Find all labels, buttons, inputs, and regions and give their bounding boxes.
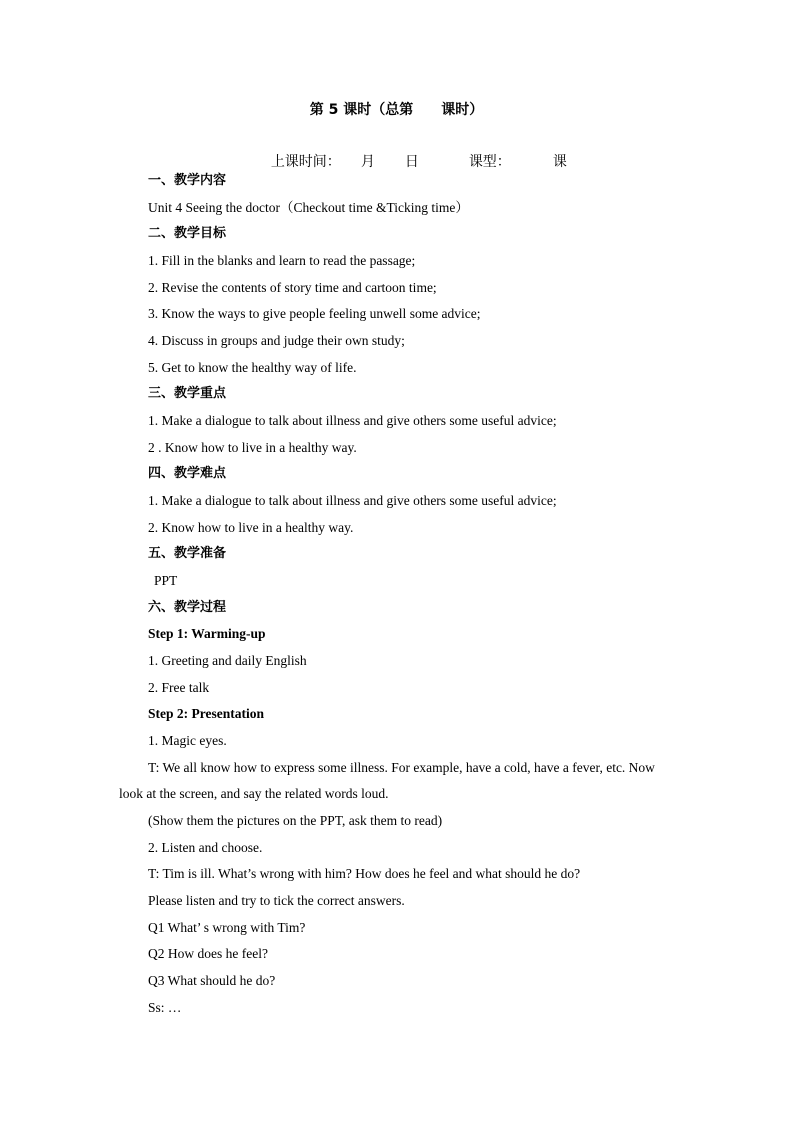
question-line: Q3 What should he do? xyxy=(148,973,276,988)
key-point-line: 1. Make a dialogue to talk about illness and give others some useful advice; xyxy=(148,413,557,428)
step-heading: Step 2: Presentation xyxy=(148,706,264,721)
meta-month: 月 xyxy=(360,154,375,170)
section-heading-procedure: 六、教学过程 xyxy=(148,600,227,615)
procedure-line: 1. Greeting and daily English xyxy=(148,653,307,668)
step-heading: Step 1: Warming-up xyxy=(148,626,266,641)
key-point-line: 2 . Know how to live in a healthy way. xyxy=(148,440,357,455)
section-heading-content: 一、教学内容 xyxy=(148,173,227,188)
procedure-line: look at the screen, and say the related words loud. xyxy=(119,786,389,801)
meta-type-value: 课 xyxy=(552,154,567,170)
question-line: Q2 How does he feel? xyxy=(148,946,268,961)
lesson-meta xyxy=(253,135,567,187)
procedure-line: 2. Free talk xyxy=(148,680,210,695)
procedure-line: Please listen and try to tick the correct answers. xyxy=(148,893,405,908)
section-heading-preparation: 五、教学准备 xyxy=(148,546,227,561)
objective-line: 2. Revise the contents of story time and cartoon time; xyxy=(148,280,437,295)
meta-type-label: 课型： xyxy=(468,154,511,170)
procedure-line: Ss: … xyxy=(148,1000,182,1015)
objective-line: 4. Discuss in groups and judge their own study; xyxy=(148,333,405,348)
section-heading-objectives: 二、教学目标 xyxy=(148,226,227,241)
procedure-line: T: We all know how to express some illness. For example, have a cold, have a fever, etc. Now xyxy=(148,760,655,775)
meta-day: 日 xyxy=(404,154,419,170)
question-line: Q1 What’ s wrong with Tim? xyxy=(148,920,306,935)
procedure-line: 1. Magic eyes. xyxy=(148,733,227,748)
procedure-line: 2. Listen and choose. xyxy=(148,840,263,855)
difficulty-line: 1. Make a dialogue to talk about illness and give others some useful advice; xyxy=(148,493,557,508)
lesson-title: 第 5 课时（总第 课时） xyxy=(309,102,484,118)
objective-line: 5. Get to know the healthy way of life. xyxy=(148,360,357,375)
procedure-line: T: Tim is ill. What’s wrong with him? How does he feel and what should he do? xyxy=(148,866,581,881)
preparation-line: PPT xyxy=(154,573,178,588)
objective-line: 3. Know the ways to give people feeling unwell some advice; xyxy=(148,306,481,321)
objective-line: 1. Fill in the blanks and learn to read the passage; xyxy=(148,253,416,268)
difficulty-line: 2. Know how to live in a healthy way. xyxy=(148,520,354,535)
section-heading-difficulties: 四、教学难点 xyxy=(148,466,227,481)
meta-time-label: 上课时间： xyxy=(270,154,341,170)
section-heading-key-points: 三、教学重点 xyxy=(148,386,227,401)
content-line: Unit 4 Seeing the doctor（Checkout time &Ticking time） xyxy=(148,200,469,215)
procedure-line: (Show them the pictures on the PPT, ask them to read) xyxy=(148,813,443,828)
